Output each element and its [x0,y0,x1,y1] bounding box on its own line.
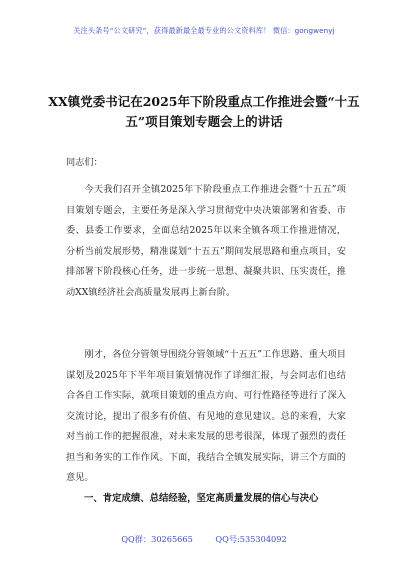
body-paragraph: 今天我们召开全镇2025年下阶段重点工作推进会暨“十五五”项目策划专题会，主要任务是深入学习贯彻党中央决策部署和省委、市委、县委工作要求，全面总结2025年以来全镇各项工作推进情况，分析当前发展形势，精准谋划“十五五”期间发展思路和重点项目，安排部署下阶段核心任务，进一步统一思想、凝聚共识、压实责任，推动XX镇经济社会高质量发展再上新台阶。 [66,184,346,298]
header-promo: 关注头条号“公文研究”，获得最新最全最专业的公文资料库！ 微信：gongwenyj [73,26,335,35]
document-title: XX镇党委书记在2025年下阶段重点工作推进会暨“十五五”项目策划专题会上的讲话 [48,94,360,129]
qq-group-number: QQ群：30265665 [121,534,193,544]
footer-contact [0,534,408,545]
body-paragraph: 刚才，各位分管领导围绕分管领域“十五五”工作思路、重大项目谋划及2025年下半年项目策划情况作了详细汇报，与会同志们也结合各自工作实际，就项目策划的重点方向、可行性路径等进行了深入交流讨论，提出了很多有价值、有见地的意见建议。总的来看，大家对当前工作的把握很准，对未来发展的思考很深，体现了强烈的责任担当和务实的工作作风。下面，我结合全镇发展实际，讲三个方面的意见。 [66,349,346,483]
greeting: 同志们： [66,157,103,168]
qq-number: QQ号:535304092 [215,534,287,544]
section-heading: 一、肯定成绩、总结经验，坚定高质量发展的信心与决心 [84,493,319,504]
